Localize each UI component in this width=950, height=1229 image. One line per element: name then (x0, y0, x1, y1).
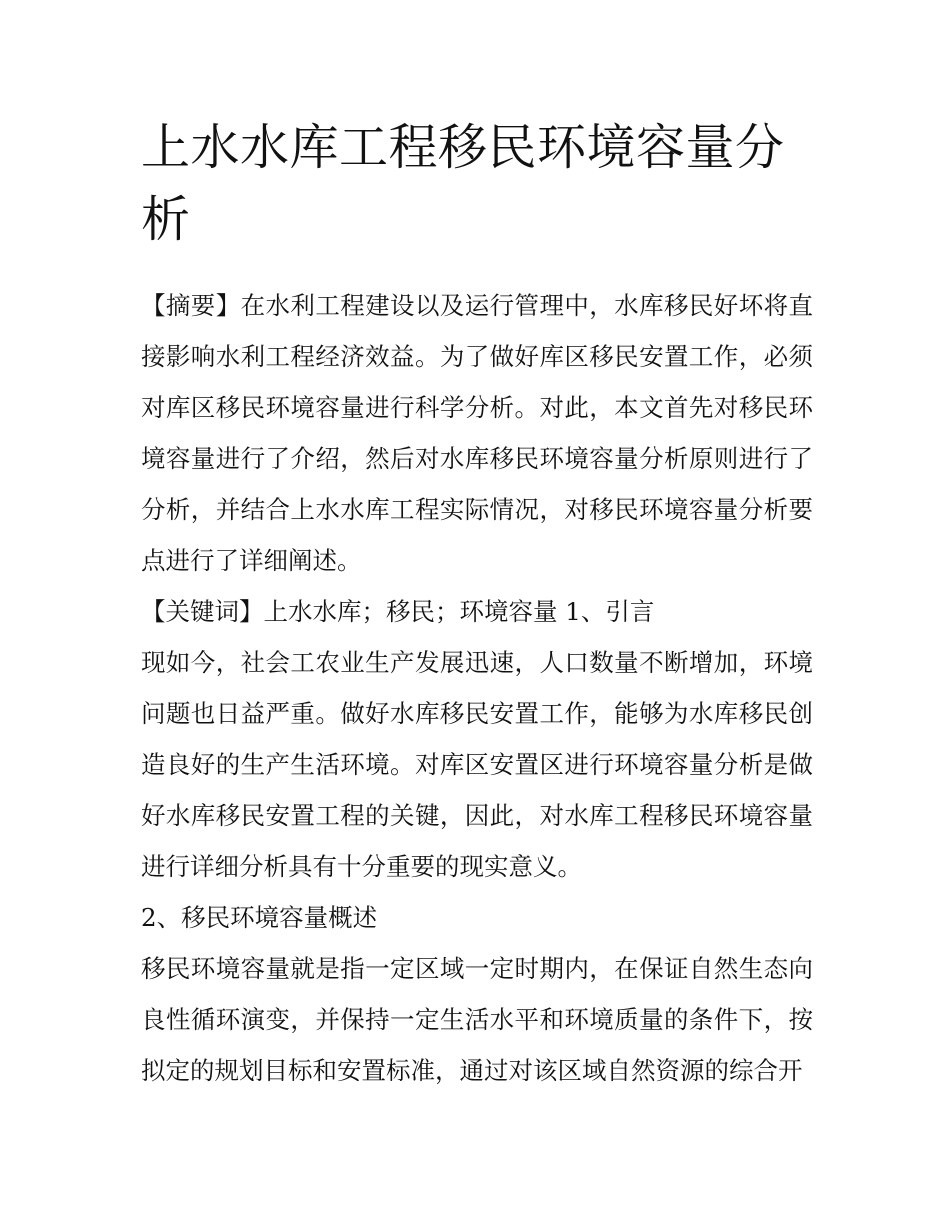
introduction-paragraph: 现如今，社会工农业生产发展迅速，人口数量不断增加，环境问题也日益严重。做好水库移民安置工作，能够为水库移民创造良好的生产生活环境。对库区安置区进行环境容量分析是做好水库移民安置工程的关键，因此，对水库工程移民环境容量进行详细分析具有十分重要的现实意义。 (141, 648, 813, 881)
document-body (141, 112, 813, 1096)
section-heading: 2、移民环境容量概述 (141, 903, 378, 932)
body-paragraph: 移民环境容量就是指一定区域一定时期内，在保证自然生态向良性循环演变，并保持一定生活水平和环境质量的条件下，按拟定的规划目标和安置标准，通过对该区域自然资源的综合开 (141, 954, 813, 1085)
keywords-paragraph: 【关键词】上水水库；移民；环境容量 1、引言 (141, 597, 655, 626)
abstract-paragraph: 【摘要】在水利工程建设以及运行管理中，水库移民好坏将直接影响水利工程经济效益。为了做好库区移民安置工作，必须对库区移民环境容量进行科学分析。对此，本文首先对移民环境容量进行了介绍，然后对水库移民环境容量分析原则进行了分析，并结合上水水库工程实际情况，对移民环境容量分析要点进行了详细阐述。 (141, 291, 813, 575)
document-title: 上水水库工程移民环境容量分析 (141, 119, 785, 248)
